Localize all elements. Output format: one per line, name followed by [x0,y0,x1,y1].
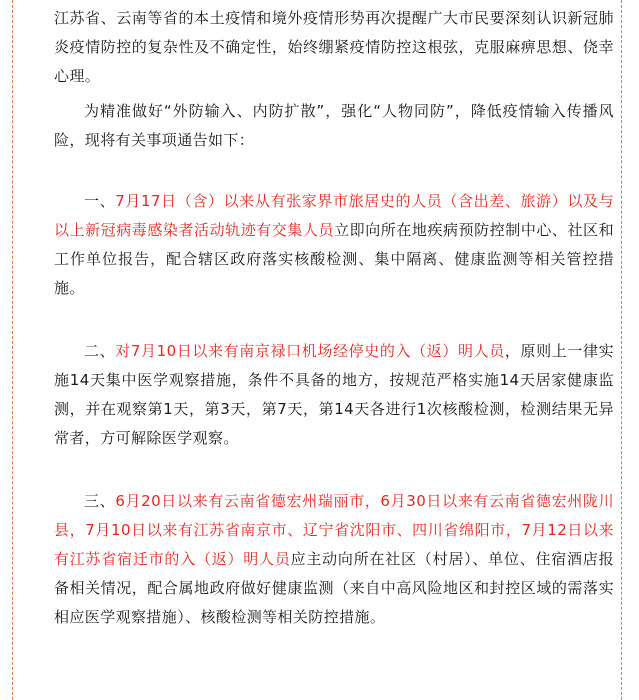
item-3-highlight: 6月20日以来有云南省德宏州瑞丽市，6月30日以来有云南省德宏州陇川县，7月10日以来有江苏省南京市、辽宁省沈阳市、四川省绵阳市，7月12日以来有江苏省宿迁市的入（返）明人员 [54,492,614,568]
intro-paragraph-2: 为精准做好“外防输入、内防扩散”，强化“人物同防”，降低疫情输入传播风险，现将有关事项通告如下： [54,102,614,149]
item-1-highlight: 7月17日（含）以来从有张家界市旅居史的人员（含出差、旅游）以及与以上新冠病毒感染者活动轨迹有交集人员 [54,192,614,239]
item-2-text: ，原则上一律实施14天集中医学观察措施，条件不具备的地方，按规范严格实施14天居家健康监测，并在观察第1天，第3天，第7天，第14天各进行1次核酸检测，检测结果无异常者，方可解除医学观察。 [54,342,614,447]
notice-item-2 [54,337,614,453]
item-2-highlight: 对7月10日以来有南京禄口机场经停史的入（返）明人员 [115,342,505,360]
intro-paragraph-1: 江苏省、云南等省的本土疫情和境外疫情形势再次提醒广大市民要深刻认识新冠肺炎疫情防控的复杂性及不确定性，始终绷紧疫情防控这根弦，克服麻痹思想、侥幸心理。 [54,9,614,85]
notice-body [54,4,614,632]
item-1-text: 立即向所在地疾病预防控制中心、社区和工作单位报告，配合辖区政府落实核酸检测、集中隔离、健康监测等相关管控措施。 [54,221,615,297]
item-3-prefix: 三、 [84,492,116,510]
item-1-prefix: 一、 [84,192,116,210]
item-2-prefix: 二、 [84,342,116,360]
item-3-text: 应主动向所在社区（村居）、单位、住宿酒店报备相关情况，配合属地政府做好健康监测（来自中高风险地区和封控区域的需落实相应医学观察措施）、核酸检测等相关防控措施。 [54,550,614,626]
notice-item-1 [54,187,614,303]
notice-item-3 [54,487,614,632]
